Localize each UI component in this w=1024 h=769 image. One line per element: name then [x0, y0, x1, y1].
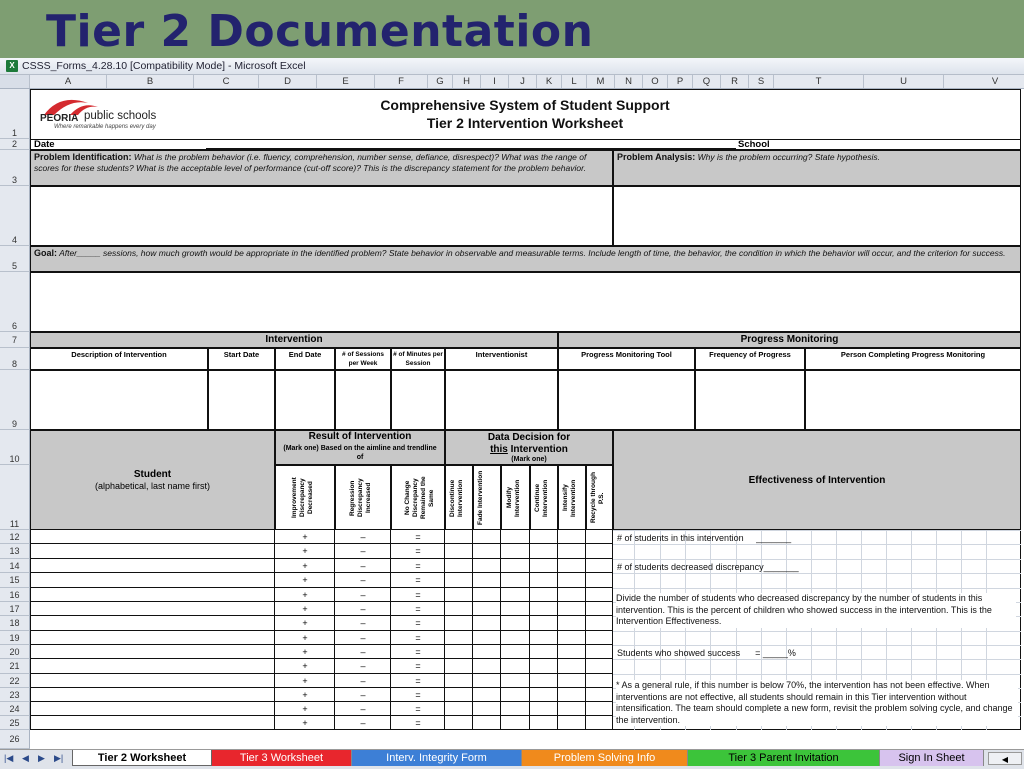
- result-mark: –: [360, 590, 366, 600]
- problem-id-field[interactable]: [30, 186, 613, 246]
- divide-instructions: Divide the number of students who decreased discrepancy by the number of students in this intervention. This is the percent of children who showed success in the intervention. This is the Intervention Effectiveness.: [616, 593, 1016, 628]
- grid-line: [613, 530, 1021, 531]
- result-mark: +: [302, 575, 308, 585]
- date-field[interactable]: [206, 148, 736, 149]
- grid-line: [613, 645, 1021, 646]
- decision-cell[interactable]: [586, 602, 613, 616]
- result-mark: =: [415, 546, 421, 556]
- grid-line: [613, 674, 1021, 675]
- result-mark: –: [360, 676, 366, 686]
- column-header[interactable]: I: [481, 75, 509, 88]
- window-titlebar: [0, 58, 1024, 75]
- decision-cell[interactable]: [501, 659, 530, 674]
- row-header[interactable]: 20: [0, 645, 30, 659]
- decision-cell[interactable]: [530, 716, 558, 730]
- result-mark: =: [415, 604, 421, 614]
- decision-cell[interactable]: [530, 544, 558, 559]
- decision-cell[interactable]: [558, 659, 586, 674]
- result-mark: =: [415, 676, 421, 686]
- decision-cell[interactable]: [586, 530, 613, 544]
- decision-cell[interactable]: [445, 559, 473, 573]
- decision-cell[interactable]: [586, 645, 613, 659]
- intervention-field[interactable]: [805, 370, 1021, 430]
- column-label: Progress Monitoring Tool: [581, 350, 672, 359]
- result-mark: –: [360, 704, 366, 714]
- decision-cell[interactable]: [501, 674, 530, 688]
- result-mark: –: [360, 647, 366, 657]
- decision-cell[interactable]: [558, 645, 586, 659]
- result-mark: +: [302, 661, 308, 671]
- decision-col-label: Intensify Intervention: [562, 479, 577, 517]
- row-header[interactable]: 10: [0, 430, 30, 465]
- slide-title: Tier 2 Documentation: [46, 6, 594, 57]
- decision-col-label: Fade Intervention: [477, 470, 484, 526]
- decision-col-label: Continue Intervention: [534, 479, 549, 517]
- column-header[interactable]: O: [643, 75, 668, 88]
- result-mark: =: [415, 575, 421, 585]
- logo-peoria-text: PEORIA: [40, 113, 79, 124]
- decision-col-label: Recycle through P.S.: [589, 472, 605, 524]
- decision-cell[interactable]: [501, 702, 530, 716]
- result-mark: +: [302, 647, 308, 657]
- decision-cell[interactable]: [473, 631, 501, 645]
- row-header[interactable]: 16: [0, 588, 30, 602]
- decision-cell[interactable]: [501, 688, 530, 702]
- row-header[interactable]: 12: [0, 530, 30, 544]
- column-header[interactable]: S: [749, 75, 774, 88]
- next-sheet-icon[interactable]: ▶: [38, 753, 45, 763]
- decision-cell[interactable]: [445, 674, 473, 688]
- decision-cell[interactable]: [473, 674, 501, 688]
- column-label: Person Completing Progress Monitoring: [840, 350, 986, 359]
- row-header[interactable]: 6: [0, 272, 30, 332]
- student-name-cell[interactable]: [30, 616, 275, 631]
- decision-cell[interactable]: [473, 616, 501, 631]
- decision-cell[interactable]: [586, 559, 613, 573]
- decision-cell[interactable]: [501, 530, 530, 544]
- sheet-tab[interactable]: Problem Solving Info: [522, 750, 688, 766]
- decision-cell[interactable]: [558, 688, 586, 702]
- peoria-logo: [32, 91, 202, 131]
- decision-cell[interactable]: [586, 631, 613, 645]
- student-label: Student: [133, 469, 172, 480]
- sheet-tab[interactable]: Tier 3 Parent Invitation: [688, 750, 880, 766]
- student-name-cell[interactable]: [30, 559, 275, 573]
- column-header[interactable]: E: [317, 75, 375, 88]
- row-header[interactable]: 25: [0, 716, 30, 730]
- decision-cell[interactable]: [445, 631, 473, 645]
- decision-cell[interactable]: [501, 602, 530, 616]
- result-mark: –: [360, 618, 366, 628]
- row-header[interactable]: 7: [0, 332, 30, 348]
- decision-cell[interactable]: [558, 702, 586, 716]
- decision-cell[interactable]: [586, 688, 613, 702]
- decision-cell[interactable]: [445, 645, 473, 659]
- result-mark: +: [302, 546, 308, 556]
- result-mark: +: [302, 604, 308, 614]
- student-name-cell[interactable]: [30, 544, 275, 559]
- result-mark: –: [360, 561, 366, 571]
- row-header[interactable]: 2: [0, 139, 30, 150]
- decision-cell[interactable]: [530, 602, 558, 616]
- result-mark: =: [415, 561, 421, 571]
- decision-cell[interactable]: [558, 716, 586, 730]
- decision-cell[interactable]: [445, 659, 473, 674]
- decision-cell[interactable]: [501, 716, 530, 730]
- result-mark: –: [360, 532, 366, 542]
- column-header[interactable]: R: [721, 75, 749, 88]
- decision-cell[interactable]: [558, 602, 586, 616]
- student-name-cell[interactable]: [30, 645, 275, 659]
- row-header[interactable]: 5: [0, 246, 30, 272]
- decision-cell[interactable]: [501, 588, 530, 602]
- student-name-cell[interactable]: [30, 674, 275, 688]
- intervention-field[interactable]: [391, 370, 445, 430]
- decision-cell[interactable]: [445, 616, 473, 631]
- row-header[interactable]: 22: [0, 674, 30, 688]
- decision-cell[interactable]: [473, 659, 501, 674]
- decision-cell[interactable]: [501, 544, 530, 559]
- column-header[interactable]: T: [774, 75, 864, 88]
- decision-cell[interactable]: [473, 702, 501, 716]
- row-header[interactable]: 14: [0, 559, 30, 573]
- decision-cell[interactable]: [530, 688, 558, 702]
- column-header[interactable]: K: [537, 75, 562, 88]
- decision-cell[interactable]: [558, 674, 586, 688]
- column-header[interactable]: U: [864, 75, 944, 88]
- intervention-field[interactable]: [558, 370, 695, 430]
- column-header[interactable]: C: [194, 75, 259, 88]
- result-mark: +: [302, 690, 308, 700]
- decision-cell[interactable]: [501, 559, 530, 573]
- sheet-tabs-bar: [0, 749, 1024, 769]
- row-header[interactable]: 17: [0, 602, 30, 616]
- sheet-tab[interactable]: Interv. Integrity Form: [352, 750, 522, 766]
- row-header[interactable]: 11: [0, 465, 30, 530]
- decision-cell[interactable]: [473, 544, 501, 559]
- column-header[interactable]: D: [259, 75, 317, 88]
- excel-icon[interactable]: X: [6, 60, 18, 72]
- decision-cell[interactable]: [445, 544, 473, 559]
- row-header[interactable]: 24: [0, 702, 30, 716]
- column-header[interactable]: V: [944, 75, 1024, 88]
- row-header[interactable]: 15: [0, 573, 30, 588]
- result-mark: –: [360, 633, 366, 643]
- form-title-1: Comprehensive System of Student Support: [380, 97, 670, 113]
- decision-cell[interactable]: [558, 559, 586, 573]
- decision-cell[interactable]: [501, 616, 530, 631]
- decision-cell[interactable]: [586, 716, 613, 730]
- row-header[interactable]: 23: [0, 688, 30, 702]
- prev-sheet-icon[interactable]: ◀: [22, 753, 29, 763]
- row-header[interactable]: 1: [0, 89, 30, 139]
- result-mark: –: [360, 661, 366, 671]
- decision-col-label: Discontinue Intervention: [449, 479, 464, 517]
- decision-cell[interactable]: [530, 702, 558, 716]
- decision-cell[interactable]: [586, 616, 613, 631]
- decision-cell[interactable]: [473, 688, 501, 702]
- sheet-tab[interactable]: Sign In Sheet: [880, 750, 984, 766]
- decision-cell[interactable]: [586, 674, 613, 688]
- result-mark: +: [302, 618, 308, 628]
- row-header[interactable]: 9: [0, 370, 30, 430]
- intervention-field[interactable]: [335, 370, 391, 430]
- intervention-field[interactable]: [445, 370, 558, 430]
- decision-cell[interactable]: [473, 602, 501, 616]
- horizontal-scrollbar[interactable]: ◀: [988, 752, 1022, 765]
- decision-cell[interactable]: [530, 530, 558, 544]
- student-name-cell[interactable]: [30, 716, 275, 730]
- column-label: Frequency of Progress: [709, 350, 791, 359]
- result-label: Result of Intervention: [308, 431, 412, 442]
- grid-line: [613, 631, 1021, 632]
- decision-cell[interactable]: [558, 616, 586, 631]
- last-sheet-icon[interactable]: ▶|: [54, 753, 64, 763]
- school-label: School: [738, 139, 770, 150]
- column-label: # of Sessions per Week: [342, 351, 384, 367]
- decision-cell[interactable]: [586, 659, 613, 674]
- intervention-field[interactable]: [208, 370, 275, 430]
- column-label: Interventionist: [475, 350, 528, 359]
- general-rule: * As a general rule, if this number is below 70%, the intervention has not been effective. When interventions are not effective, all students should remain in this Tier intervention without intensification. The team should complete a new form, revisit the problem solving cycle, and change the intervention.: [616, 680, 1018, 726]
- corner-select-all[interactable]: [0, 75, 30, 88]
- worksheet[interactable]: [30, 89, 1024, 749]
- decision-cell[interactable]: [530, 631, 558, 645]
- column-header[interactable]: J: [509, 75, 537, 88]
- decision-cell[interactable]: [530, 645, 558, 659]
- progress-monitoring-label: Progress Monitoring: [740, 334, 839, 345]
- column-label: End Date: [288, 350, 322, 359]
- decision-cell[interactable]: [501, 645, 530, 659]
- row-header[interactable]: 26: [0, 730, 30, 749]
- result-mark: +: [302, 590, 308, 600]
- goal-field[interactable]: [30, 272, 1021, 332]
- decision-cell[interactable]: [530, 588, 558, 602]
- result-mark: =: [415, 647, 421, 657]
- decision-cell[interactable]: [473, 530, 501, 544]
- result-mark: =: [415, 704, 421, 714]
- sheet-tab[interactable]: Tier 3 Worksheet: [212, 750, 352, 766]
- row-header[interactable]: 3: [0, 150, 30, 186]
- result-mark: –: [360, 575, 366, 585]
- decision-cell[interactable]: [445, 588, 473, 602]
- intervention-field[interactable]: [695, 370, 805, 430]
- data-decision-label: Data Decision for this Intervention: [487, 432, 571, 455]
- column-header[interactable]: P: [668, 75, 693, 88]
- result-col-label: Regression Discrepancy Increased: [349, 478, 372, 518]
- grid-line: [613, 588, 1021, 589]
- row-header[interactable]: 13: [0, 544, 30, 559]
- decision-cell[interactable]: [586, 588, 613, 602]
- goal-text: Goal: After_____ sessions, how much growth would be appropriate in the identified problem? State behavior in observable and measurable terms. Include length of time, the behavior, the condition in which the behavior will occur, and the criterion for success.: [34, 248, 1006, 258]
- result-mark: =: [415, 590, 421, 600]
- result-mark: +: [302, 718, 308, 728]
- decision-cell[interactable]: [473, 588, 501, 602]
- intervention-field[interactable]: [30, 370, 208, 430]
- form-title-2: Tier 2 Intervention Worksheet: [426, 115, 624, 131]
- result-mark: +: [302, 532, 308, 542]
- decision-cell[interactable]: [558, 631, 586, 645]
- first-sheet-icon[interactable]: |◀: [4, 753, 14, 763]
- column-label: # of Minutes per Session: [393, 351, 443, 367]
- row-header[interactable]: 18: [0, 616, 30, 631]
- problem-id-text: Problem Identification: What is the problem behavior (i.e. fluency, comprehension, number sense, defiance, disrespect)? What was the range of scores for these students? What is the acceptable level of performance (cut-off score)? This is the discrepancy statement for the problem behavior.: [34, 152, 587, 173]
- decision-cell[interactable]: [530, 616, 558, 631]
- decision-col-label: Modify Intervention: [505, 479, 521, 517]
- student-name-cell[interactable]: [30, 702, 275, 716]
- decision-cell[interactable]: [445, 602, 473, 616]
- decision-cell[interactable]: [473, 573, 501, 588]
- decision-cell[interactable]: [501, 573, 530, 588]
- date-label: Date: [34, 139, 55, 150]
- window-title: CSSS_Forms_4.28.10 [Compatibility Mode] - Microsoft Excel: [22, 60, 306, 72]
- decision-cell[interactable]: [445, 573, 473, 588]
- decision-cell[interactable]: [473, 559, 501, 573]
- result-col-label: No Change Discrepancy Remained the Same: [404, 476, 435, 520]
- decision-cell[interactable]: [530, 573, 558, 588]
- logo-tagline: Where remarkable happens every day: [54, 124, 156, 130]
- row-header[interactable]: 19: [0, 631, 30, 645]
- row-header[interactable]: 8: [0, 348, 30, 370]
- decision-cell[interactable]: [558, 530, 586, 544]
- decision-cell[interactable]: [473, 645, 501, 659]
- column-header[interactable]: A: [30, 75, 107, 88]
- column-header[interactable]: L: [562, 75, 587, 88]
- column-label: Start Date: [223, 350, 260, 359]
- student-sublabel: (alphabetical, last name first): [94, 481, 211, 491]
- result-mark: +: [302, 561, 308, 571]
- decision-cell[interactable]: [530, 674, 558, 688]
- student-name-cell[interactable]: [30, 631, 275, 645]
- decision-cell[interactable]: [501, 631, 530, 645]
- result-mark: =: [415, 618, 421, 628]
- result-mark: =: [415, 690, 421, 700]
- decision-cell[interactable]: [558, 588, 586, 602]
- row-header[interactable]: 4: [0, 186, 30, 246]
- result-mark: +: [302, 704, 308, 714]
- result-mark: =: [415, 532, 421, 542]
- decision-cell[interactable]: [445, 716, 473, 730]
- column-headers: [0, 75, 1024, 89]
- students-decreased: # of students decreased discrepancy_______: [617, 562, 799, 572]
- student-header: [30, 430, 275, 530]
- decision-cell[interactable]: [445, 688, 473, 702]
- problem-analysis-text: Problem Analysis: Why is the problem occurring? State hypothesis.: [617, 152, 880, 162]
- decision-cell[interactable]: [586, 702, 613, 716]
- intervention-label: Intervention: [265, 334, 323, 345]
- showed-success: Students who showed success = _____%: [617, 648, 796, 658]
- logo-ps-text: public schools: [84, 110, 157, 122]
- excel-window: [0, 58, 1024, 768]
- decision-cell[interactable]: [558, 573, 586, 588]
- result-mark: –: [360, 718, 366, 728]
- column-header[interactable]: N: [615, 75, 643, 88]
- column-header[interactable]: G: [428, 75, 453, 88]
- result-mark: –: [360, 546, 366, 556]
- result-mark: =: [415, 661, 421, 671]
- decision-cell[interactable]: [445, 702, 473, 716]
- intervention-field[interactable]: [275, 370, 335, 430]
- students-in-intervention: # of students in this intervention _______: [617, 533, 792, 543]
- column-header[interactable]: H: [453, 75, 481, 88]
- decision-cell[interactable]: [445, 530, 473, 544]
- result-mark: =: [415, 718, 421, 728]
- result-mark: +: [302, 633, 308, 643]
- sheet-tab[interactable]: Tier 2 Worksheet: [72, 750, 212, 766]
- result-sublabel: (Mark one) Based on the aimline and trendline of: [283, 445, 437, 461]
- student-name-cell[interactable]: [30, 530, 275, 544]
- result-col-label: Improvement Discrepancy Decreased: [291, 477, 314, 519]
- student-name-cell[interactable]: [30, 659, 275, 674]
- decision-cell[interactable]: [530, 559, 558, 573]
- effectiveness-label: Effectiveness of Intervention: [748, 475, 886, 486]
- decision-cell[interactable]: [530, 659, 558, 674]
- grid-line: [613, 559, 1021, 560]
- result-mark: –: [360, 604, 366, 614]
- student-name-cell[interactable]: [30, 573, 275, 588]
- result-mark: =: [415, 633, 421, 643]
- decision-cell[interactable]: [558, 544, 586, 559]
- decision-cell[interactable]: [586, 544, 613, 559]
- student-name-cell[interactable]: [30, 588, 275, 602]
- data-decision-sublabel: (Mark one): [511, 456, 547, 463]
- result-mark: –: [360, 690, 366, 700]
- decision-cell[interactable]: [586, 573, 613, 588]
- column-label: Description of Intervention: [71, 350, 167, 359]
- student-name-cell[interactable]: [30, 688, 275, 702]
- result-mark: +: [302, 676, 308, 686]
- row-header[interactable]: 21: [0, 659, 30, 674]
- column-header[interactable]: B: [107, 75, 194, 88]
- student-name-cell[interactable]: [30, 602, 275, 616]
- problem-analysis-field[interactable]: [613, 186, 1021, 246]
- column-header[interactable]: Q: [693, 75, 721, 88]
- column-header[interactable]: F: [375, 75, 428, 88]
- decision-cell[interactable]: [473, 716, 501, 730]
- column-header[interactable]: M: [587, 75, 615, 88]
